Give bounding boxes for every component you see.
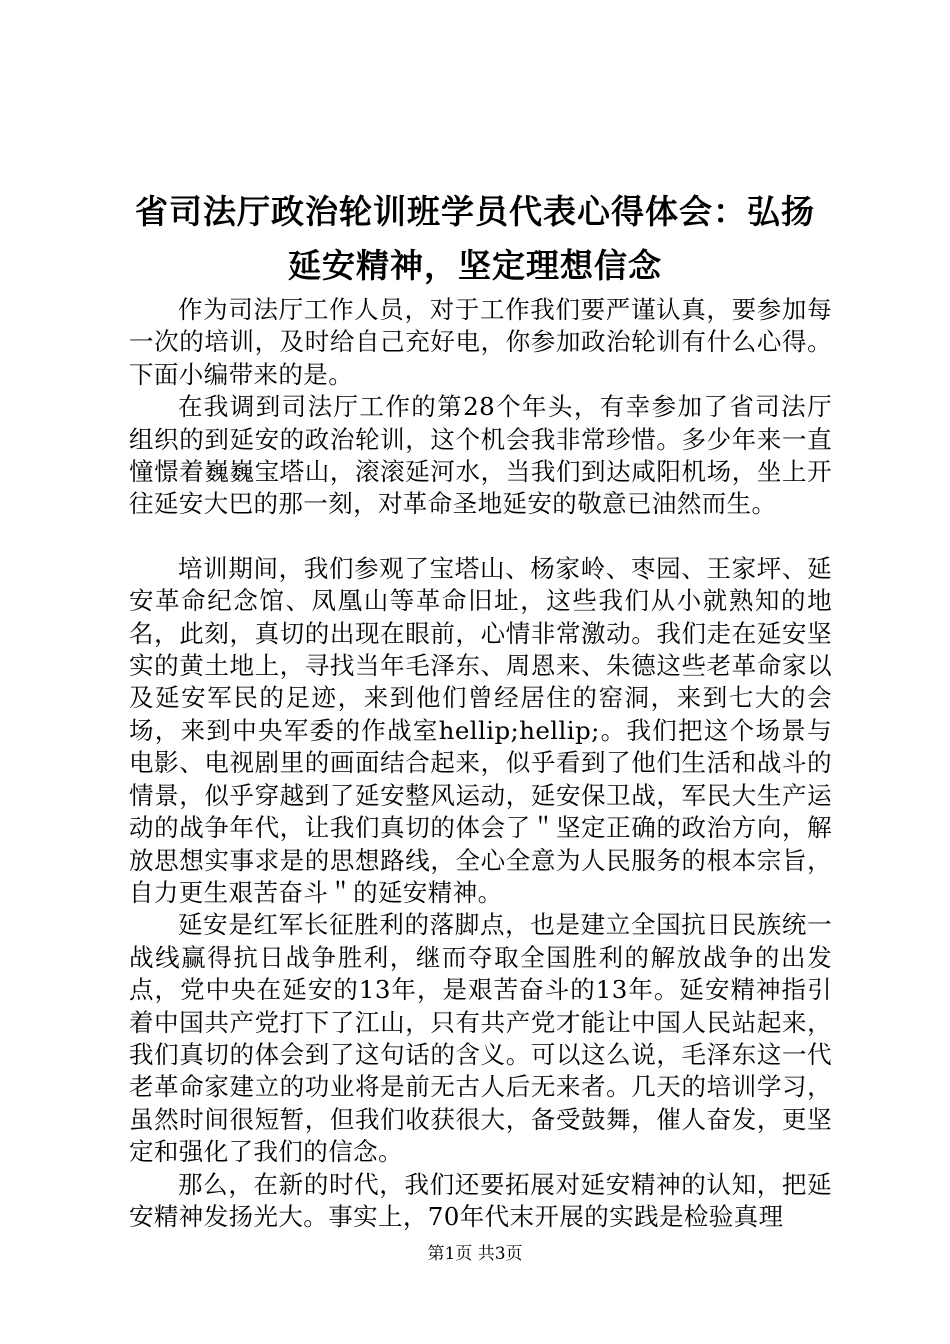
paragraph-2: 在我调到司法厅工作的第28个年头，有幸参加了省司法厅组织的到延安的政治轮训，这个机会我非常珍惜。多少年来一直憧憬着巍巍宝塔山，滚滚延河水，当我们到达咸阳机场，坐上开往延安大巴的那一刻，对革命圣地延安的敬意已油然而生。 — [129, 392, 832, 519]
paragraph-4: 延安是红军长征胜利的落脚点，也是建立全国抗日民族统一战线赢得抗日战争胜利，继而夺取全国胜利的解放战争的出发点，党中央在延安的13年，是艰苦奋斗的13年。延安精神指引着中国共产党打下了江山，只有共产党才能让中国人民站起来，我们真切的体会到了这句话的含义。可以这么说，毛泽东这一代老革命家建立的功业将是前无古人后无来者。几天的培训学习，虽然时间很短暂，但我们收获很大，备受鼓舞，催人奋发，更坚定和强化了我们的信念。 — [129, 910, 832, 1167]
title-line-1: 省司法厅政治轮训班学员代表心得体会：弘扬 — [135, 192, 815, 231]
page-footer: 第1页 共3页 — [427, 1244, 523, 1264]
paragraph-1: 作为司法厅工作人员，对于工作我们要严谨认真，要参加每一次的培训，及时给自己充好电，你参加政治轮训有什么心得。下面小编带来的是。 — [129, 295, 832, 389]
document-body — [129, 294, 832, 1233]
title-line-2: 延安精神，坚定理想信念 — [288, 246, 662, 285]
document-title — [120, 185, 830, 293]
paragraph-5: 那么，在新的时代，我们还要拓展对延安精神的认知，把延安精神发扬光大。事实上，70年代末开展的实践是检验真理 — [129, 1169, 832, 1231]
paragraph-3: 培训期间，我们参观了宝塔山、杨家岭、枣园、王家坪、延安革命纪念馆、凤凰山等革命旧址，这些我们从小就熟知的地名，此刻，真切的出现在眼前，心情非常激动。我们走在延安坚实的黄土地上，寻找当年毛泽东、周恩来、朱德这些老革命家以及延安军民的足迹，来到他们曾经居住的窑洞，来到七大的会场，来到中央军委的作战室hellip;hellip;。我们把这个场景与电影、电视剧里的画面结合起来，似乎看到了他们生活和战斗的情景，似乎穿越到了延安整风运动，延安保卫战，军民大生产运动的战争年代，让我们真切的体会了＂坚定正确的政治方向，解放思想实事求是的思想路线，全心全意为人民服务的根本宗旨，自力更生艰苦奋斗＂的延安精神。 — [129, 553, 832, 907]
